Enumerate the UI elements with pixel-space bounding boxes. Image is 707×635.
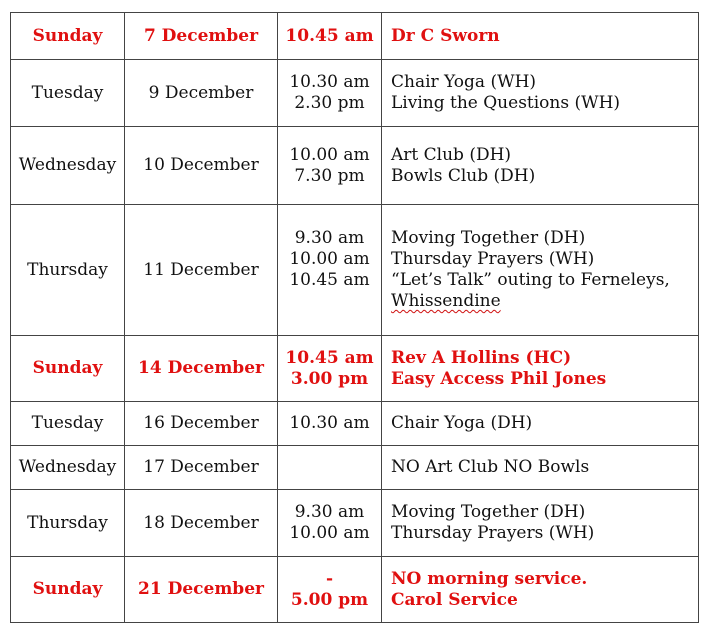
event-line: “Let’s Talk” outing to Ferneleys,: [391, 270, 670, 290]
time-line: 7.30 pm: [294, 165, 365, 186]
time-cell: [278, 446, 382, 490]
date-cell: 17 December: [125, 446, 278, 490]
event-line: Whissendine: [391, 291, 501, 311]
table-row: [11, 336, 699, 402]
date-cell: 10 December: [125, 127, 278, 205]
event-line: Rev A Hollins (HC): [391, 347, 572, 368]
day-cell: Tuesday: [11, 60, 125, 127]
day-cell: Thursday: [11, 205, 125, 336]
time-cell: [278, 557, 382, 623]
date-cell: 14 December: [125, 336, 278, 402]
time-cell: [278, 60, 382, 127]
event-line: NO morning service.: [391, 568, 588, 589]
event-line: Carol Service: [391, 589, 518, 610]
event-cell: [382, 13, 699, 60]
event-cell: [382, 127, 699, 205]
event-line: Chair Yoga (WH): [391, 72, 537, 92]
day-cell: Sunday: [11, 557, 125, 623]
event-cell: [382, 557, 699, 623]
date-cell: 18 December: [125, 490, 278, 557]
table-row: [11, 490, 699, 557]
day-cell: Sunday: [11, 13, 125, 60]
time-line: -: [325, 568, 334, 589]
event-line: Thursday Prayers (WH): [391, 249, 595, 269]
table-row: [11, 557, 699, 623]
time-line: 2.30 pm: [294, 93, 365, 113]
event-line: Bowls Club (DH): [391, 165, 536, 186]
event-line: Dr C Sworn: [391, 25, 500, 46]
day-cell: Wednesday: [11, 446, 125, 490]
event-cell: [382, 336, 699, 402]
event-cell: [382, 490, 699, 557]
time-cell: [278, 127, 382, 205]
time-cell: [278, 13, 382, 60]
time-line: 10.45 am: [285, 347, 374, 368]
event-line: Chair Yoga (DH): [391, 413, 533, 433]
event-line: Moving Together (DH): [391, 502, 586, 522]
event-line: NO Art Club NO Bowls: [391, 457, 590, 477]
event-line: Living the Questions (WH): [391, 93, 621, 113]
time-cell: [278, 336, 382, 402]
time-line: 10.45 am: [285, 25, 374, 46]
table-row: [11, 127, 699, 205]
date-cell: 16 December: [125, 402, 278, 446]
day-cell: Sunday: [11, 336, 125, 402]
time-line: 10.45 am: [289, 270, 370, 290]
time-line: 9.30 am: [294, 502, 365, 522]
time-line: 5.00 pm: [290, 589, 369, 610]
time-line: 10.30 am: [289, 72, 370, 92]
time-cell: [278, 490, 382, 557]
event-cell: [382, 402, 699, 446]
date-cell: 21 December: [125, 557, 278, 623]
date-cell: 9 December: [125, 60, 278, 127]
event-line: Easy Access Phil Jones: [391, 368, 607, 389]
table-row: [11, 402, 699, 446]
event-cell: [382, 205, 699, 336]
event-line: Art Club (DH): [391, 144, 512, 165]
time-line: 10.30 am: [289, 413, 370, 433]
time-cell: [278, 402, 382, 446]
schedule-table: [10, 12, 699, 623]
event-cell: [382, 446, 699, 490]
time-line: 10.00 am: [289, 144, 370, 165]
day-cell: Thursday: [11, 490, 125, 557]
table-row: [11, 446, 699, 490]
table-row: [11, 205, 699, 336]
time-line: 10.00 am: [289, 249, 370, 269]
table-row: [11, 13, 699, 60]
time-line: 3.00 pm: [290, 368, 369, 389]
day-cell: Tuesday: [11, 402, 125, 446]
table-row: [11, 60, 699, 127]
time-line: 9.30 am: [294, 228, 365, 248]
event-line: Thursday Prayers (WH): [391, 523, 595, 543]
day-cell: Wednesday: [11, 127, 125, 205]
time-line: 10.00 am: [289, 523, 370, 543]
time-cell: [278, 205, 382, 336]
event-line: Moving Together (DH): [391, 228, 586, 248]
date-cell: 7 December: [125, 13, 278, 60]
event-cell: [382, 60, 699, 127]
date-cell: 11 December: [125, 205, 278, 336]
